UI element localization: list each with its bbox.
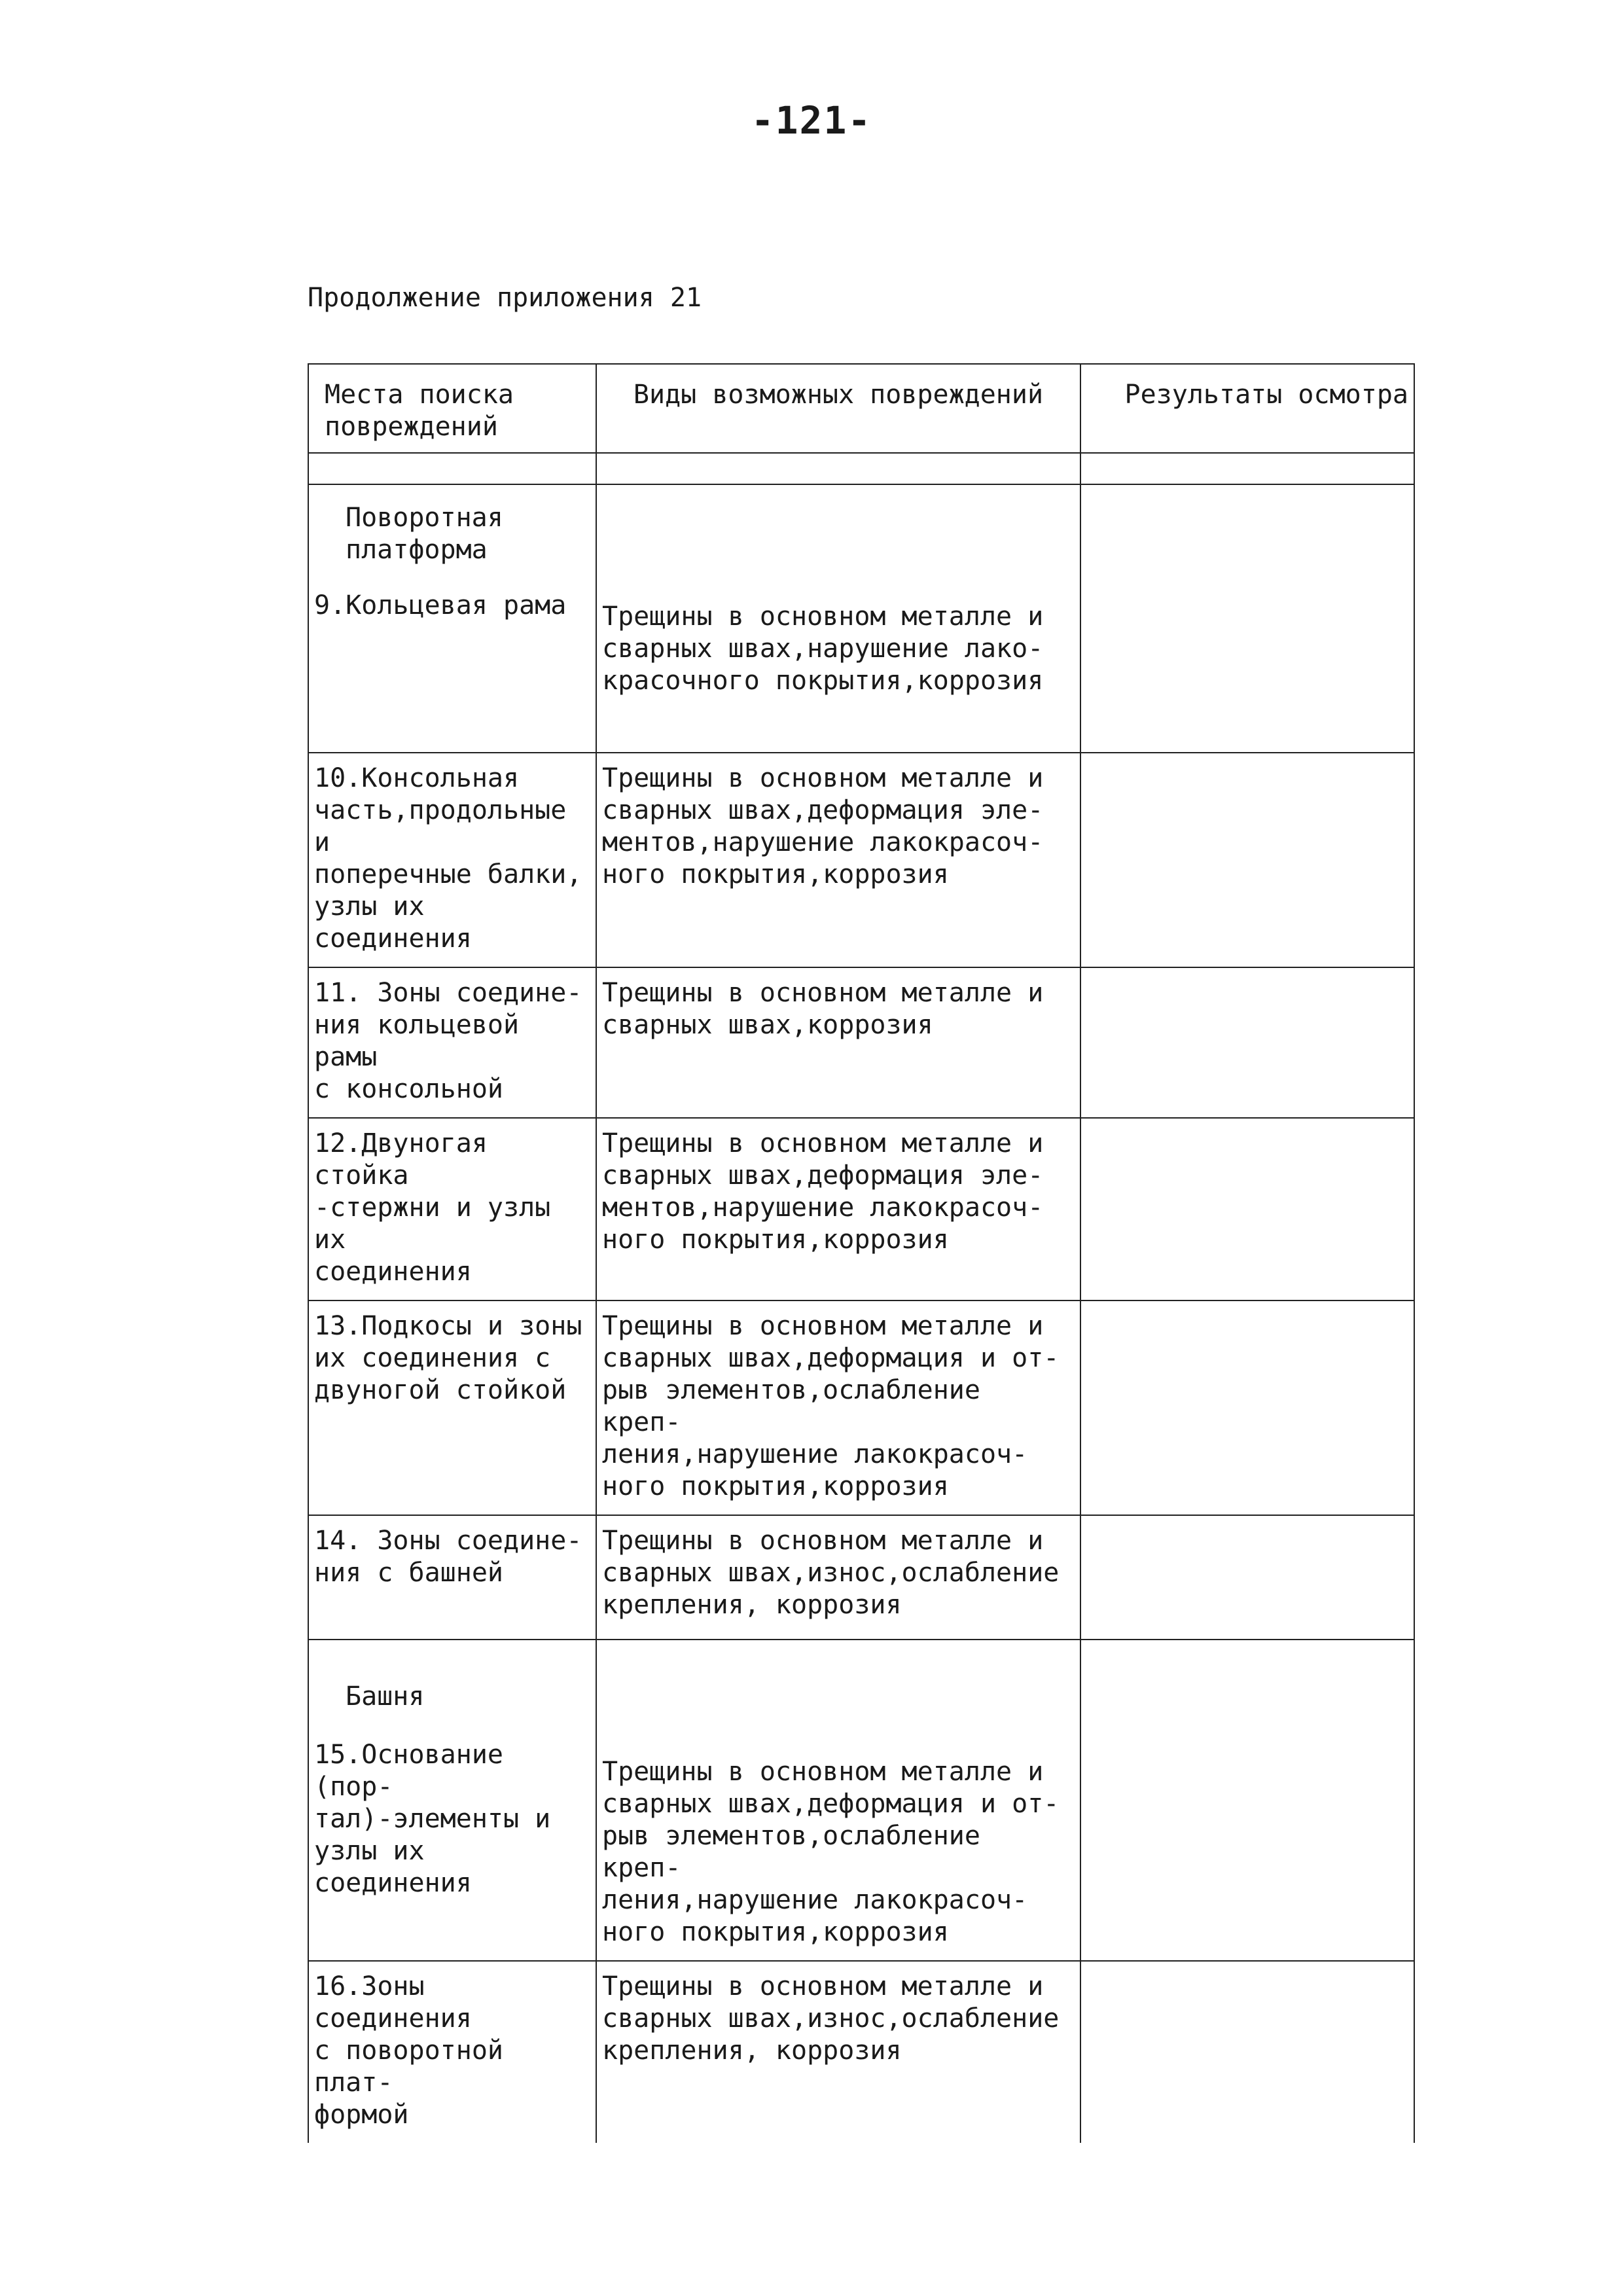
place-text: 11. Зоны соедине- ния кольцевой рамы с консольной [314,978,582,1104]
place-text: 12.Двуногая стойка -стержни и узлы их соединения [314,1128,551,1287]
group-title-tower: Башня [346,1681,425,1712]
place-text: 9.Кольцевая рама [314,590,567,620]
place-text: 10.Консольная часть,продольные и поперечные балки, узлы их соединения [314,763,582,954]
table-spacer-row [308,453,1414,484]
header-results [1080,364,1414,453]
place-cell [308,967,596,1118]
place-text: 14. Зоны соедине- ния с башней [314,1526,582,1588]
result-cell [1080,1961,1414,2143]
damage-text: Трещины в основном металле и сварных швах,коррозия [602,978,1044,1040]
damage-text: Трещины в основном металле и сварных швах,деформация эле- ментов,нарушение лакокрасоч- ного покрытия,коррозия [602,1128,1044,1255]
damage-text: Трещины в основном металле и сварных швах,деформация эле- ментов,нарушение лакокрасоч- ного покрытия,коррозия [602,763,1044,889]
damage-cell [596,1640,1080,1961]
result-cell [1080,484,1414,753]
damage-cell [596,1515,1080,1640]
place-cell [308,1118,596,1300]
damage-cell [596,484,1080,753]
header-results-label: Результаты осмотра [1124,380,1408,410]
inspection-table [308,363,1415,2143]
table-row [308,1515,1414,1640]
damage-text: Трещины в основном металле и сварных швах,деформация и от- рыв элементов,ослабление креп- ления,нарушение лакокрасоч- ного покрытия,коррозия [602,1757,1060,1947]
damage-text: Трещины в основном металле и сварных швах,износ,ослабление крепления, коррозия [602,1971,1060,2066]
table-row [308,753,1414,967]
page-number: -121- [751,98,872,143]
table-header-row [308,364,1414,453]
table-row [308,1300,1414,1515]
damage-text: Трещины в основном металле и сварных швах,нарушение лако- красочного покрытия,коррозия [602,601,1044,696]
result-cell [1080,1515,1414,1640]
damage-cell [596,753,1080,967]
appendix-caption: Продолжение приложения 21 [308,283,702,313]
table-row [308,484,1414,753]
result-cell [1080,753,1414,967]
damage-cell [596,1961,1080,2143]
result-cell [1080,1118,1414,1300]
place-text: 13.Подкосы и зоны их соединения с двуногой стойкой [314,1311,582,1405]
header-damage-types [596,364,1080,453]
damage-cell [596,1118,1080,1300]
result-cell [1080,967,1414,1118]
place-cell [308,484,596,753]
table-row [308,1118,1414,1300]
table-row [308,967,1414,1118]
place-cell [308,1640,596,1961]
place-cell [308,1300,596,1515]
header-places [308,364,596,453]
damage-cell [596,967,1080,1118]
damage-text: Трещины в основном металле и сварных швах,деформация и от- рыв элементов,ослабление креп- ления,нарушение лакокрасоч- ного покрытия,коррозия [602,1311,1060,1501]
header-damage-types-label: Виды возможных повреждений [633,380,1044,410]
table-row [308,1961,1414,2143]
result-cell [1080,1300,1414,1515]
place-text: 15.Основание (пор- тал)-элементы и узлы их соединения [314,1740,551,1898]
header-places-label: Места поиска повреждений [325,380,514,442]
damage-text: Трещины в основном металле и сварных швах,износ,ослабление крепления, коррозия [602,1526,1060,1620]
group-title-platform: Поворотная платформа [346,503,503,565]
place-text: 16.Зоны соединения с поворотной плат- формой [314,1971,503,2130]
place-cell [308,753,596,967]
table-row [308,1640,1414,1961]
place-cell [308,1515,596,1640]
damage-cell [596,1300,1080,1515]
result-cell [1080,1640,1414,1961]
place-cell [308,1961,596,2143]
